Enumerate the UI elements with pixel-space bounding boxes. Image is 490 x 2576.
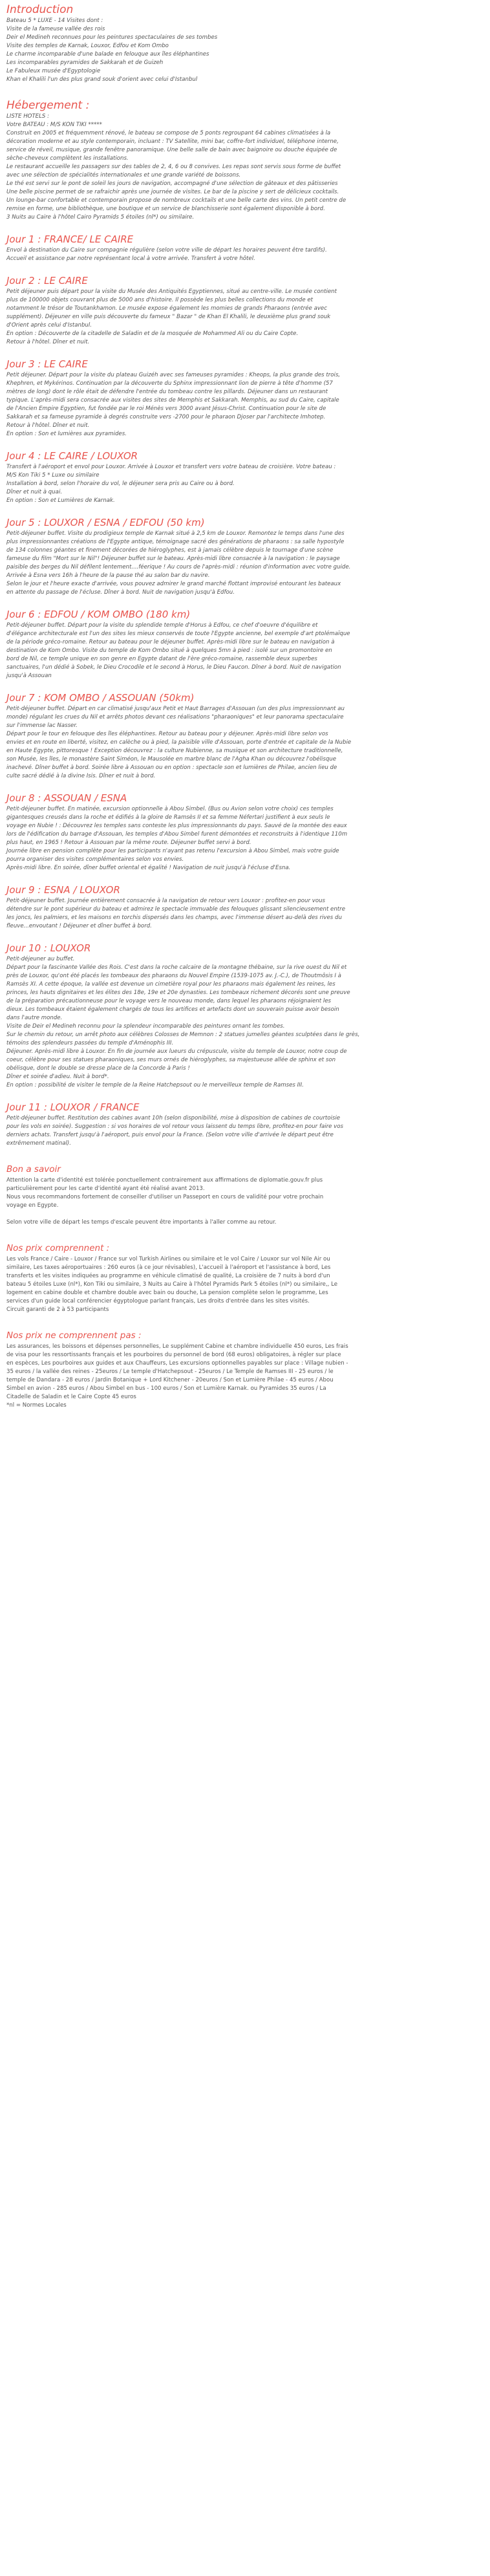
body-line: dans l'autre monde.: [6, 1015, 63, 1021]
body-line: Petit-déjeuner buffet. En matinée, excursion optionnelle à Abou Simbel. (Bus ou Avion selon votre choix) ces temples: [6, 806, 334, 812]
section-spacer: [6, 680, 471, 691]
body-line: particulièrement pour les carte d'identité ayant été réalisé avant 2013.: [6, 1185, 205, 1192]
body-line: extrêmement matinal).: [6, 1140, 72, 1147]
section-body: [6, 897, 471, 931]
body-line: paisible des berges du Nil défilent lentement....féerique ! Au cours de l'après-midi : réunion d'information avec votre guide.: [6, 564, 351, 570]
body-line: derniers achats. Transfert jusqu'à l'aéroport, puis envol pour la France. (Selon votre ville d'arrivée le départ peut être: [6, 1132, 334, 1138]
body-line: en espèces, Les pourboires aux guides et aux Chauffeurs, Les excursions optionnelles payables sur place : Village nubien -: [6, 1360, 348, 1367]
body-line: Petit-déjeuner buffet. Départ pour la visite du splendide temple d'Horus à Edfou, ce chef d'oeuvre d'équilibre et: [6, 622, 318, 629]
body-line: Retour à l'hôtel. Dîner et nuit.: [6, 422, 90, 429]
body-line: mètres de long) dont le rôle était de défendre l'entrée du tombeau contre les pillards. Déjeuner dans un restaurant: [6, 389, 328, 395]
body-line: près de Louxor, qu'ont été placés les tombeaux des pharaons du Nouvel Empire (1539-1075 av. J.-C.), de Thoutmôsis I à: [6, 973, 341, 979]
body-line: logement en cabine double et chambre double avec bain ou douche, La pension complète selon le programme, Les: [6, 1290, 328, 1296]
body-line: Le thé est servi sur le pont de soleil les jours de navigation, accompagné d'une sélection de gâteaux et des pâtisseries: [6, 180, 338, 187]
body-line: Nous vous recommandons fortement de conseiller d'utiliser un Passeport en cours de validité pour votre prochain: [6, 1194, 324, 1200]
body-line: services d'un guide local conférencier égyptologue parlant français, Les droits d'entrée dans les sites visités.: [6, 1298, 310, 1304]
body-line: supplément). Déjeuner en ville puis découverte du fameux " Bazar " de Khan El Khalili, le deuxième plus grand souk: [6, 314, 331, 320]
body-line: 35 euros / la vallée des reines - 25euros / Le temple d'Hatchepsout - 25euros / Le Temple de Ramses III - 25 euros / le: [6, 1369, 334, 1375]
body-line: Les incomparables pyramides de Sakkarah et de Guizeh: [6, 60, 164, 66]
body-line: M/S Kon Tiki 5 * Luxe ou similaire: [6, 472, 100, 479]
section-body: [6, 1343, 471, 1410]
body-line: typique. L'après-midi sera consacrée aux visites des sites de Memphis et Sakkarah. Memphis, au sud du Caire, capitale: [6, 397, 339, 404]
body-line: inachevé. Dîner buffet à bord. Soirée libre à Assouan ou en option : spectacle son et lumières de Philae, ancien lieu de: [6, 764, 337, 771]
body-line: de 134 colonnes géantes et finement décorées de hiéroglyphes, est à jamais célèbre depuis le tournage d'une scène: [6, 547, 334, 554]
section-heading-hebergement: Hébergement :: [6, 99, 90, 112]
body-line: sèche-cheveux complètent les installations.: [6, 155, 129, 162]
body-line: Le restaurant accueille les passagers sur des tables de 2, 4, 6 ou 8 convives. Les repas sont servis sous forme de buffet: [6, 164, 341, 170]
section-heading-nos-prix-ne-comprennent-pas: Nos prix ne comprennent pas :: [6, 1330, 142, 1341]
body-line: plus impressionnantes créations de l'Egypte antique, témoignage sacré des générations de pharaons : sa salle hypostyle: [6, 539, 345, 545]
section-heading-jour-2-le-caire: Jour 2 : LE CAIRE: [6, 275, 88, 287]
body-line: d'Orient après celui d'Istanbul.: [6, 322, 92, 329]
section-heading-introduction: Introduction: [6, 3, 74, 16]
section-body: [6, 17, 471, 84]
body-line: *nl = Normes Locales: [6, 1402, 67, 1409]
body-line: détendre sur le pont supérieur du bateau et admirez le spectacle immuable des felouques glissant silencieusement entre: [6, 906, 345, 913]
body-line: jusqu'à Assouan: [6, 673, 52, 679]
body-line: de l'Ancien Empire Egyptien, fut fondée par le roi Ménès vers 3000 avant Jésus-Christ. Continuation pour le site de: [6, 406, 326, 412]
body-line: destination de Kom Ombo. Visite du temple de Kom Ombo situé à quelques 5mn à pied : isolé sur un promontoire en: [6, 647, 332, 654]
section-body: [6, 246, 471, 263]
section-body: [6, 1176, 471, 1227]
body-line: Après-midi libre. En soirée, dîner buffet oriental et égalité ! Navigation de nuit jusqu'à l'écluse d'Esna.: [6, 865, 291, 871]
section-heading-jour-7-kom-ombo-assouan-50km: Jour 7 : KOM OMBO / ASSOUAN (50km): [6, 692, 195, 704]
body-line: Départ pour le tour en felouque des îles éléphantines. Retour au bateau pour y déjeuner. Après-midi libre selon vos: [6, 731, 328, 737]
body-line: Dîner et nuit à quai.: [6, 489, 63, 495]
body-line: Khephren, et Mykérinos. Continuation par la découverte du Sphinx impressionnant lion de pierre à tête d'homme (57: [6, 380, 333, 387]
body-line: envies et en route en liberté, visitez, en calèche ou à pied, la paisible ville d'Assouan, porte d'entrée et capitale de la Nubie: [6, 739, 352, 746]
body-line: Petit-déjeuner buffet. Journée entièrement consacrée à la navigation de retour vers Louxor : profitez-en pour vous: [6, 898, 326, 904]
body-line: En option : Découverte de la citadelle de Saladin et de la mosquée de Mohammed Ali ou du Caire Copte.: [6, 330, 299, 337]
section-heading-jour-9-esna-louxor: Jour 9 : ESNA / LOUXOR: [6, 884, 120, 896]
body-line: Visite des temples de Karnak, Louxor, Edfou et Kom Ombo: [6, 43, 169, 49]
body-line: Les vols France / Caire - Louxor / France sur vol Turkish Airlines ou similaire et le vol Caire / Louxor sur vol Nile Air ou: [6, 1256, 330, 1262]
section-body: [6, 371, 471, 438]
section-spacer: [6, 505, 471, 515]
section-spacer: [6, 1090, 471, 1100]
section-body: [6, 288, 471, 347]
section-body: [6, 705, 471, 781]
body-line: avec une sélection de spécialités internationales et une grande variété de boissons.: [6, 172, 241, 179]
section-heading-jour-3-le-caire: Jour 3 : LE CAIRE: [6, 358, 88, 370]
section-heading-jour-1-france-le-caire: Jour 1 : FRANCE/ LE CAIRE: [6, 233, 134, 245]
body-line: Citadelle de Saladin et le Caire Copte 45 euros: [6, 1394, 136, 1400]
section-spacer: [6, 931, 471, 941]
body-line: dieux. Les tombeaux étaient également chargés de tous les artifices et artefacts dont un souverain puisse avoir besoin: [6, 1006, 339, 1013]
section-heading-nos-prix-comprennent: Nos prix comprennent :: [6, 1243, 110, 1253]
body-line: Le Fabuleux musée d'Egyptologie: [6, 68, 101, 74]
body-line: Petit-déjeuner buffet. Restitution des cabines avant 10h (selon disponibilité, mise à disposition de cabines de courtoisie: [6, 1115, 341, 1121]
body-line: fleuve...envoutant ! Déjeuner et dîner buffet à bord.: [6, 923, 152, 929]
body-line: décoration moderne et au style contemporain, incluant : TV Satellite, mini bar, coffre-fort individuel, téléphone interne,: [6, 138, 339, 145]
section-heading-jour-11-louxor-france: Jour 11 : LOUXOR / FRANCE: [6, 1101, 140, 1113]
body-line: Simbel en avion - 285 euros / Abou Simbel en bus - 100 euros / Son et Lumière Karnak. ou Pyramides 35 euros / La: [6, 1385, 326, 1392]
body-line: Selon le jour et l'heure exacte d'arrivée, vous pouvez admirer le grand marché flottant improvisé entourant les bateaux: [6, 581, 341, 587]
body-line: témoins des splendeurs passées du temple d'Aménophis III.: [6, 1040, 174, 1046]
section-heading-jour-8-assouan-esna: Jour 8 : ASSOUAN / ESNA: [6, 792, 127, 804]
section-spacer: [6, 872, 471, 883]
body-line: Dîner et soirée d'adieu. Nuit à bord*.: [6, 1074, 109, 1080]
body-line: bord de Nil, ce temple unique en son genre en Egypte datant de l'ère gréco-romaine, rassemble deux superbes: [6, 656, 317, 662]
body-line: plus haut, en 1965 ! Retour à Assouan par la même route. Déjeuner buffet servi à bord.: [6, 839, 251, 846]
section-heading-jour-10-louxor: Jour 10 : LOUXOR: [6, 942, 91, 954]
body-line: Petit-déjeuner buffet. Visite du prodigieux temple de Karnak situé à 2,5 km de Louxor. Remontez le temps dans l'une des: [6, 530, 345, 537]
body-line: plus de 100000 objets couvrant plus de 5000 ans d'histoire. Il possède les plus belles collections du monde et: [6, 297, 314, 303]
body-line: monde) régulant les crues du Nil et arrêts photos devant ces réalisations "pharaoniques" et leur panorama spectaculaire: [6, 714, 344, 720]
body-line: Journée libre en pension complète pour les participants n'ayant pas retenu l'excursion à Abou Simbel, mais votre guide: [6, 848, 339, 854]
body-line: Départ pour la fascinante Vallée des Rois. C'est dans la roche calcaire de la montagne thébaine, sur la rive ouest du Nil et: [6, 964, 347, 971]
body-line: Votre BATEAU : M/S KON TIKI *****: [6, 122, 102, 128]
body-line: sur l'immense lac Nasser.: [6, 722, 78, 729]
section-heading-bon-a-savoir: Bon a savoir: [6, 1164, 61, 1174]
body-line: Petit-déjeuner au buffet.: [6, 956, 75, 962]
body-line: Visite de la fameuse vallée des rois: [6, 26, 105, 32]
body-line: Sur le chemin du retour, un arrêt photo aux célèbres Colosses de Memnon : 2 statues jumelles géantes sculptées dans le grès,: [6, 1032, 360, 1038]
section-spacer: [6, 597, 471, 607]
section-body: [6, 530, 471, 597]
body-line: en attente du passage de l'écluse. Dîner à bord. Nuit de navigation jusqu'à Edfou.: [6, 589, 235, 596]
section-spacer: [6, 1148, 471, 1162]
body-line: Arrivée à Esna vers 16h à l'heure de la pause thé au salon bar du navire.: [6, 572, 210, 579]
section-heading-jour-6-edfou-kom-ombo-180-km: Jour 6 : EDFOU / KOM OMBO (180 km): [6, 609, 191, 620]
body-line: de visa pour les ressortissants français et les pourboires du personnel de bord (68 euros) obligatoires, à régler sur place: [6, 1352, 341, 1358]
body-line: temple de Dandara - 28 euros / Jardin Botanique + Lord Kitchener - 20euros / Son et Lumière Philae - 45 euros / Abou: [6, 1377, 334, 1383]
body-line: lors de l'édification du barrage d'Assouan, les temples d'Abou Simbel furent démontées et reconstruits à l'identique 110m: [6, 831, 348, 838]
section-heading-jour-5-louxor-esna-edfou-50-km: Jour 5 : LOUXOR / ESNA / EDFOU (50 km): [6, 517, 205, 528]
body-line: de la période gréco-romaine. Retour au bateau pour le déjeuner buffet. Après-midi libre sur le bateau en navigation à: [6, 639, 335, 645]
body-line: Petit-déjeuner buffet. Départ en car climatisé jusqu'aux Petit et Haut Barrages d'Assouan (un des plus impressionnant au: [6, 706, 345, 712]
body-line: obélisque, dont le double se dresse place de la Concorde à Paris !: [6, 1065, 190, 1072]
section-spacer: [6, 263, 471, 274]
body-line: Petit déjeuner. Départ pour la visite du plateau Guizéh avec ses fameuses pyramides : Kheops, la plus grande des trois,: [6, 372, 341, 378]
section-spacer: [6, 1227, 471, 1241]
body-line: Khan el Khalili l'un des plus grand souk d'orient avec celui d'Istanbul: [6, 76, 198, 83]
body-line: [6, 1210, 471, 1218]
body-line: en Haute Egypte, pittoresque ! Exception découvrez : la culture Nubienne, sa musique et son architecture traditionnelle,: [6, 748, 343, 754]
body-line: bateau 5 étoiles Luxe (nl*), Kon Tiki ou similaire, 3 Nuits au Caire à l'hôtel Pyramids Park 5 étoiles (nl*) ou similaire,, Le: [6, 1281, 338, 1288]
body-line: Les assurances, les boissons et dépenses personnelles, Le supplément Cabine et chambre individuelle 450 euros, Les frais: [6, 1343, 348, 1350]
body-line: Attention la carte d'identité est tolérée ponctuellement contrairement aux affirmations de diplomatie.gouv.fr plus: [6, 1177, 323, 1184]
section-spacer: [6, 1314, 471, 1328]
body-line: Un lounge-bar confortable et contemporain propose de nombreux cocktails et une belle carte des vins. Un petit centre de: [6, 197, 346, 204]
body-line: princes, les hauts dignitaires et les élites des 18e, 19e et 20e dynasties. Les tombeaux richement décorés sont une preuve: [6, 990, 350, 996]
body-line: Selon votre ville de départ les temps d'escale peuvent être importants à l'aller comme au retour.: [6, 1219, 277, 1226]
body-line: Transfert à l'aéroport et envol pour Louxor. Arrivée à Louxor et transfert vers votre bateau de croisière. Votre bateau :: [6, 464, 336, 470]
body-line: remise en forme, une bibliothèque, une boutique et un service de blanchisserie sont également disponible à bord.: [6, 206, 325, 212]
section-spacer: [6, 781, 471, 791]
body-line: 3 Nuits au Caire à l'hôtel Cairo Pyramids 5 étoiles (nl*) ou similaire.: [6, 214, 195, 221]
body-line: son Musée, les îles, le monastère Saint Siméon, le Mausolée en marbre blanc de l'Agha Khan ou découvrez l'obélisque: [6, 756, 337, 763]
body-line: de la préparation précautionneuse pour le voyage vers le nouveau monde, dans lequel les pharaons réjoignaient les: [6, 998, 331, 1004]
body-line: sanctuaires, l'un dédié à Sobek, le Dieu Crocodile et le second à Horus, le Dieu Faucon. Dîner à bord. Nuit de navigation: [6, 664, 341, 671]
body-line: En option : Son et lumières aux pyramides.: [6, 431, 127, 437]
body-line: Envol à destination du Caire sur compagnie régulière (selon votre ville de départ les horaires peuvent être tardifs).: [6, 247, 327, 254]
body-line: transferts et les visites indiquées au programme en véhicule climatisé de qualité, La croisière de 7 nuits à bord d'un: [6, 1273, 330, 1279]
body-line: Bateau 5 * LUXE - 14 Visites dont :: [6, 17, 103, 24]
section-body: [6, 1114, 471, 1148]
section-spacer: [6, 84, 471, 98]
section-body: [6, 622, 471, 680]
body-line: Construit en 2005 et fréquemment rénové, le bateau se compose de 5 ponts regroupant 64 cabines climatisées à la: [6, 130, 331, 136]
body-line: Retour à l'hôtel. Dîner et nuit.: [6, 339, 90, 345]
body-line: Deir el Medineh reconnues pour les peintures spectaculaires de ses tombes: [6, 34, 218, 41]
body-line: Circuit garanti de 2 à 53 participants: [6, 1306, 109, 1313]
body-line: fameuse du film "Mort sur le Nil"! Déjeuner buffet sur le bateau. Après-midi libre consacrée à la navigation : le paysage: [6, 556, 340, 562]
body-line: les joncs, les palmiers, et les maisons en torchis dispersés dans les champs, avec l'immense désert au-delà des rives du: [6, 915, 342, 921]
section-body: [6, 1255, 471, 1314]
body-line: similaire, Les taxes aéroportuaires : 260 euros (à ce jour révisables), L'accueil à l'aéroport et l'assistance à bord, Les: [6, 1264, 331, 1271]
section-body: [6, 955, 471, 1090]
body-line: service de réveil, musique, grande fenêtre panoramique. Une belle salle de bain avec baignoire ou douche équipée de: [6, 147, 337, 153]
body-line: En option : possibilité de visiter le temple de la Reine Hatchepsout ou le merveilleux temple de Ramses III.: [6, 1082, 304, 1088]
section-spacer: [6, 438, 471, 449]
section-body: [6, 463, 471, 505]
body-line: Déjeuner. Après-midi libre à Louxor. En fin de journée aux lueurs du crépuscule, visite du temple de Louxor, notre coup de: [6, 1048, 347, 1055]
body-line: LISTE HOTELS :: [6, 113, 49, 120]
body-line: En option : Son et Lumières de Karnak.: [6, 497, 115, 504]
body-line: Sakkarah et sa fameuse pyramide à degrés construite vers -2700 pour le pharaon Djoser par l'architecte Imhotep.: [6, 414, 326, 420]
body-line: pour les vols en soirée). Suggestion : si vos horaires de vol retour vous laissent du temps libre, profitez-en pour faire vos: [6, 1123, 344, 1130]
body-line: Le charme incomparable d'une balade en felouque aux îles éléphantines: [6, 51, 209, 58]
body-line: culte sacré dédié à la divine Isis. Dîner et nuit à bord.: [6, 773, 156, 779]
body-line: Installation à bord, selon l'horaire du vol, le déjeuner sera pris au Caire ou à bord.: [6, 481, 235, 487]
section-body: [6, 113, 471, 222]
body-line: Accueil et assistance par notre représentant local à votre arrivée. Transfert à votre hôtel.: [6, 255, 255, 262]
section-heading-jour-4-le-caire-louxor: Jour 4 : LE CAIRE / LOUXOR: [6, 450, 138, 462]
body-line: voyage en Nubie ! : Découvrez les temples sans conteste les plus impressionnants du pays. Sauvé de la montée des eaux: [6, 823, 347, 829]
section-spacer: [6, 222, 471, 232]
section-body: [6, 805, 471, 872]
body-line: d'élégance architecturale est l'un des sites les mieux conservés de toute l'Egypte ancienne, bel exemple d'art ptolémaïque: [6, 631, 350, 637]
body-line: Petit déjeuner puis départ pour la visite du Musée des Antiquités Egyptiennes, situé au centre-ville. Le musée contient: [6, 288, 337, 295]
body-line: Visite de Deir el Medineh reconnu pour la splendeur incomparable des peintures ornant les tombes.: [6, 1023, 285, 1030]
body-line: Une belle piscine permet de se rafraichir après une journée de visites. Le bar de la piscine y sert de délicieux cocktails.: [6, 189, 339, 195]
body-line: voyage en Egypte.: [6, 1202, 59, 1209]
section-spacer: [6, 347, 471, 357]
body-line: gigantesques creusés dans la roche et édifiés à la gloire de Ramsès II et sa femme Néfertari justifient à eux seuls le: [6, 814, 330, 821]
body-line: pourra organiser des visites complémentaires selon vos envies.: [6, 856, 184, 863]
body-line: coeur, célèbre pour ses statues pharaoniques, ses murs ornés de hiéroglyphes, sa majestueuse allée de sphinx et son: [6, 1057, 336, 1063]
body-line: Ramsès XI. A cette époque, la vallée est devenue un cimetière royal pour les pharaons mais également les reines, les: [6, 981, 336, 988]
body-line: notamment le trésor de Toutankhamon. Le musée expose également les momies de grands Pharaons (entrée avec: [6, 305, 327, 312]
